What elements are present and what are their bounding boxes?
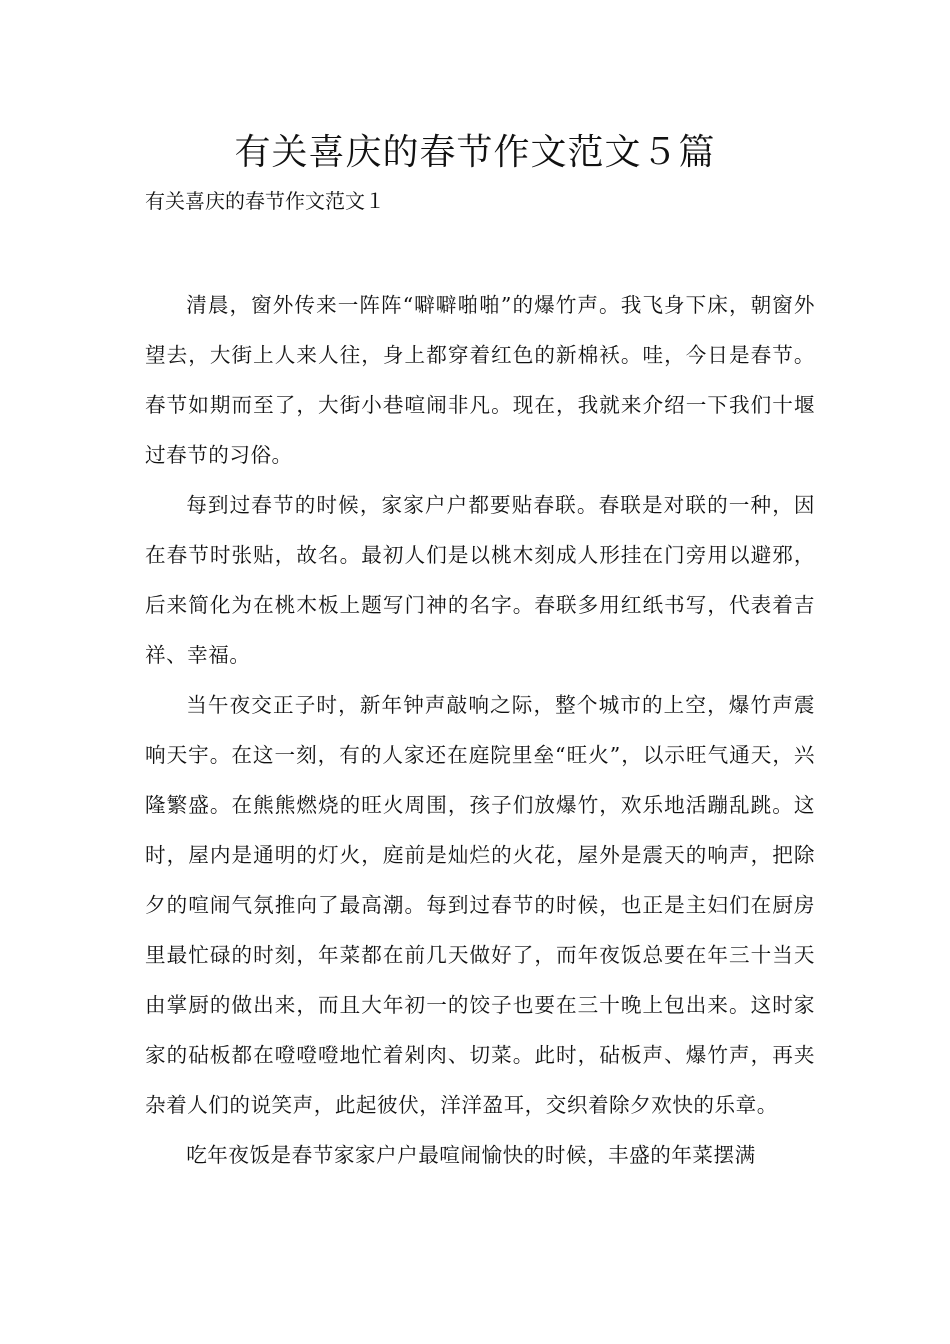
paragraph: 清晨，窗外传来一阵阵“噼噼啪啪”的爆竹声。我飞身下床，朝窗外望去，大街上人来人往，身上都穿着红色的新棉袄。哇，今日是春节。春节如期而至了，大街小巷喧闹非凡。现在，我就来介绍一下我们十堰过春节的习俗。 — [145, 293, 815, 467]
paragraph: 每到过春节的时候，家家户户都要贴春联。春联是对联的一种，因在春节时张贴，故名。最初人们是以桃木刻成人形挂在门旁用以避邪，后来简化为在桃木板上题写门神的名字。春联多用红纸书写，代表着吉祥、幸福。 — [145, 493, 815, 667]
section-subtitle: 有关喜庆的春节作文范文１ — [145, 189, 385, 213]
page-title: 有关喜庆的春节作文范文５篇 — [234, 132, 716, 173]
article-body — [145, 280, 815, 1180]
paragraph: 吃年夜饭是春节家家户户最喧闹愉快的时候，丰盛的年菜摆满 — [186, 1143, 756, 1167]
paragraph: 当午夜交正子时，新年钟声敲响之际，整个城市的上空，爆竹声震响天宇。在这一刻，有的人家还在庭院里垒“旺火”，以示旺气通天，兴隆繁盛。在熊熊燃烧的旺火周围，孩子们放爆竹，欢乐地活蹦乱跳。这时，屋内是通明的灯火，庭前是灿烂的火花，屋外是震天的响声，把除夕的喧闹气氛推向了最高潮。每到过春节的时候，也正是主妇们在厨房里最忙碌的时刻，年菜都在前几天做好了，而年夜饭总要在年三十当天由掌厨的做出来，而且大年初一的饺子也要在三十晚上包出来。这时家家的砧板都在噔噔噔地忙着剁肉、切菜。此时，砧板声、爆竹声，再夹杂着人们的说笑声，此起彼伏，洋洋盈耳，交织着除夕欢快的乐章。 — [145, 693, 815, 1117]
